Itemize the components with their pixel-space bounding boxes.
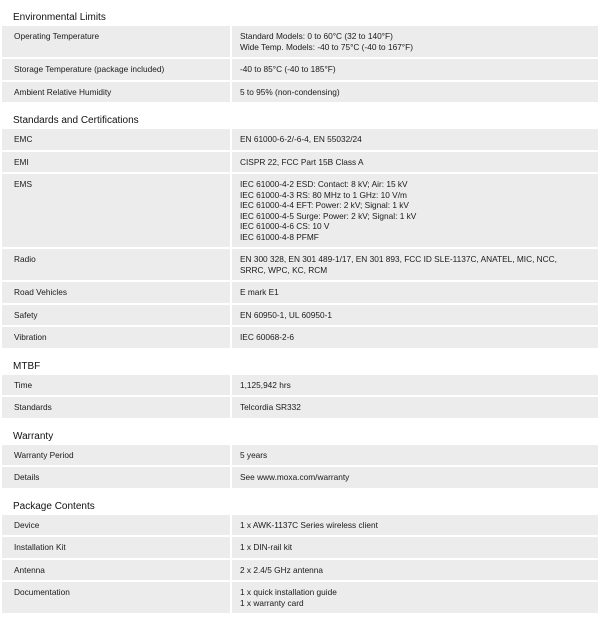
spec-label: Ambient Relative Humidity [2,82,232,103]
spec-value [232,305,598,326]
spec-value-line: 5 years [240,449,268,460]
spec-row [2,152,598,175]
spec-value-line: IEC 61000-4-5 Surge: Power: 2 kV; Signal: 1 kV [240,210,417,221]
spec-value-line: 5 to 95% (non-condensing) [240,86,340,97]
spec-value [232,397,598,418]
spec-row [2,82,598,105]
spec-row [2,174,598,249]
spec-label: Road Vehicles [2,282,232,303]
spec-row [2,249,598,282]
spec-row [2,129,598,152]
spec-value-line: Standard Models: 0 to 60°C (32 to 140°F) [240,31,393,41]
spec-label: Standards [2,397,232,418]
spec-value-line: Wide Temp. Models: -40 to 75°C (-40 to 167°F) [240,41,413,52]
spec-value-line: -40 to 85°C (-40 to 185°F) [240,64,336,74]
spec-row [2,560,598,583]
spec-table [2,375,598,420]
spec-value-line: IEC 61000-4-4 EFT: Power: 2 kV; Signal: 1 kV [240,200,409,210]
spec-value-line: IEC 60068-2-6 [240,332,294,342]
spec-row [2,537,598,560]
spec-table [2,515,598,616]
spec-value-line: EN 300 328, EN 301 489-1/17, EN 301 893, FCC ID SLE-1137C, ANATEL, MIC, NCC, [240,254,557,264]
spec-row [2,26,598,59]
spec-sheet [2,0,598,615]
spec-value-line: IEC 61000-4-6 CS: 10 V [240,221,330,231]
spec-table [2,445,598,490]
section-title: Environmental Limits [13,12,106,23]
spec-value-line: 1 x warranty card [240,597,304,608]
section-title: Warranty [13,430,54,442]
spec-value [232,445,598,466]
spec-value [232,327,598,348]
spec-value [232,82,598,103]
spec-value [232,26,598,57]
spec-label: Safety [2,305,232,326]
spec-value-line: 1 x AWK-1137C Series wireless client [240,519,378,530]
spec-label: EMC [2,129,232,150]
spec-label: Time [2,375,232,396]
spec-label: EMS [2,174,232,247]
spec-row [2,305,598,328]
spec-row [2,467,598,490]
spec-table [2,129,598,350]
spec-row [2,282,598,305]
spec-value [232,582,598,613]
spec-row [2,445,598,468]
spec-row [2,582,598,615]
spec-row [2,327,598,350]
spec-value [232,129,598,150]
spec-label: Warranty Period [2,445,232,466]
spec-value [232,560,598,581]
spec-value-line: 1 x quick installation guide [240,587,337,597]
spec-value-line: IEC 61000-4-3 RS: 80 MHz to 1 GHz: 10 V/m [240,189,407,200]
spec-label: Antenna [2,560,232,581]
spec-label: Details [2,467,232,488]
spec-row [2,397,598,420]
spec-value-line: IEC 61000-4-8 PFMF [240,231,319,242]
spec-value [232,375,598,396]
spec-value-line: EN 61000-6-2/-6-4, EN 55032/24 [240,134,362,144]
spec-value [232,282,598,303]
spec-value [232,467,598,488]
spec-value-line: SRRC, WPC, KC, RCM [240,264,328,275]
spec-value-line: 1,125,942 hrs [240,379,291,390]
spec-value-line: E mark E1 [240,287,279,297]
spec-value-line: IEC 61000-4-2 ESD: Contact: 8 kV; Air: 15 kV [240,179,408,189]
spec-value [232,515,598,536]
spec-label: Installation Kit [2,537,232,558]
spec-label: Device [2,515,232,536]
spec-label: Storage Temperature (package included) [2,59,232,80]
spec-label: Vibration [2,327,232,348]
spec-label: Operating Temperature [2,26,232,57]
spec-value-line: CISPR 22, FCC Part 15B Class A [240,156,364,167]
spec-value [232,59,598,80]
spec-value [232,152,598,173]
spec-value [232,537,598,558]
spec-value-line: EN 60950-1, UL 60950-1 [240,309,332,320]
spec-value [232,249,598,280]
spec-row [2,515,598,538]
spec-label: Radio [2,249,232,280]
spec-value-line: See www.moxa.com/warranty [240,472,350,482]
section-title: MTBF [13,360,41,372]
spec-row [2,59,598,82]
spec-row [2,375,598,398]
spec-label: Documentation [2,582,232,613]
section-title: Standards and Certifications [13,115,139,126]
spec-value-line: 1 x DIN-rail kit [240,542,293,552]
spec-value [232,174,598,247]
spec-label: EMI [2,152,232,173]
spec-table [2,26,598,104]
spec-value-line: Telcordia SR332 [240,402,301,412]
spec-value-line: 2 x 2.4/5 GHz antenna [240,564,324,575]
section-title: Package Contents [13,500,95,512]
